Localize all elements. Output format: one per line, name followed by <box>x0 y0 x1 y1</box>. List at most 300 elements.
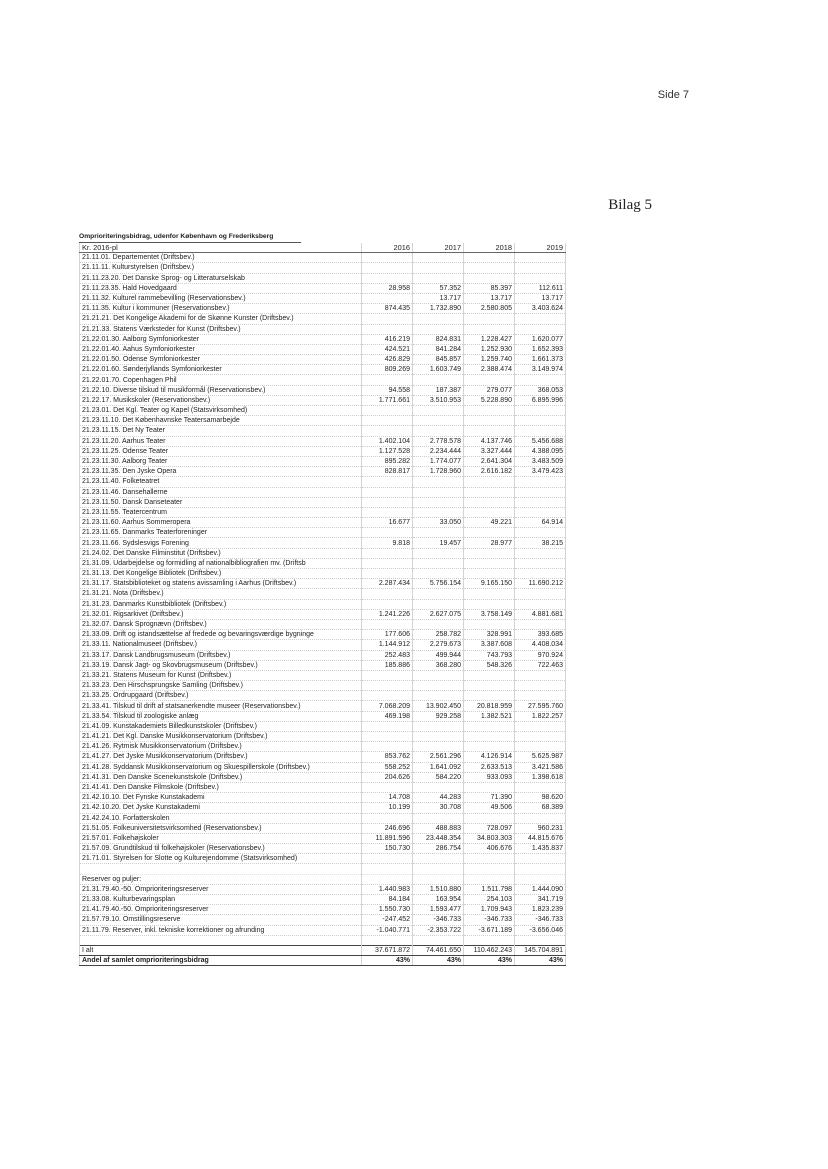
row-value: 16.677 <box>362 518 413 528</box>
row-value: 1.728.960 <box>413 467 464 477</box>
row-value <box>413 314 464 324</box>
empty-cell <box>515 864 566 874</box>
reserves-heading: Reserver og puljer: <box>80 874 362 884</box>
row-value <box>464 324 515 334</box>
row-value <box>464 670 515 680</box>
row-value: 13.717 <box>413 293 464 303</box>
row-value <box>464 782 515 792</box>
row-value: 809.269 <box>362 365 413 375</box>
row-value: 5.228.890 <box>464 395 515 405</box>
row-value <box>362 599 413 609</box>
reserve-row <box>80 905 566 915</box>
row-value: 2.287.434 <box>362 579 413 589</box>
row-value <box>362 375 413 385</box>
empty-cell <box>464 864 515 874</box>
row-value <box>515 670 566 680</box>
row-value <box>515 263 566 273</box>
row-value: 426.829 <box>362 355 413 365</box>
row-value <box>515 558 566 568</box>
row-value <box>515 375 566 385</box>
row-value <box>413 273 464 283</box>
row-value: 43% <box>413 956 464 966</box>
row-value: -247.452 <box>362 915 413 925</box>
row-value: 824.831 <box>413 334 464 344</box>
row-value: 37.671.872 <box>362 945 413 955</box>
table-row <box>80 426 566 436</box>
row-value <box>413 619 464 629</box>
row-value <box>413 742 464 752</box>
row-value: 1.709.943 <box>464 905 515 915</box>
row-value: 960.231 <box>515 823 566 833</box>
row-value <box>515 273 566 283</box>
row-value: 23.448.354 <box>413 833 464 843</box>
row-value <box>464 253 515 263</box>
empty-cell <box>464 935 515 945</box>
row-value <box>362 487 413 497</box>
row-value <box>362 691 413 701</box>
row-value <box>413 558 464 568</box>
row-value: 98.620 <box>515 793 566 803</box>
row-value <box>464 691 515 701</box>
row-value: 3.327.444 <box>464 446 515 456</box>
row-value: -1.040.771 <box>362 925 413 935</box>
table-row <box>80 599 566 609</box>
table-row <box>80 732 566 742</box>
row-value: 64.914 <box>515 518 566 528</box>
row-value: 11.690.212 <box>515 579 566 589</box>
row-value <box>464 477 515 487</box>
row-value <box>515 497 566 507</box>
row-label: 21.22.17. Musikskoler (Reservationsbev.) <box>80 395 362 405</box>
row-label: 21.41.31. Den Danske Scenekunstskole (Driftsbev.) <box>80 772 362 782</box>
row-label: 21.33.09. Drift og istandsættelse af fredede og bevaringsværdige bygninge <box>80 630 362 640</box>
row-value: 84.184 <box>362 895 413 905</box>
row-value: 469.198 <box>362 711 413 721</box>
row-value <box>362 548 413 558</box>
reserve-row <box>80 915 566 925</box>
row-value: 488.883 <box>413 823 464 833</box>
table-row <box>80 609 566 619</box>
row-value: 68.389 <box>515 803 566 813</box>
table-row <box>80 263 566 273</box>
row-label: 21.32.01. Rigsarkivet (Driftsbev.) <box>80 609 362 619</box>
row-value: 1.511.798 <box>464 884 515 894</box>
row-value: 929.258 <box>413 711 464 721</box>
row-value: 341.719 <box>515 895 566 905</box>
row-label: 21.33.19. Dansk Jagt- og Skovbrugsmuseum (Driftsbev.) <box>80 660 362 670</box>
table-row <box>80 375 566 385</box>
row-value: 1.823.239 <box>515 905 566 915</box>
row-value <box>413 487 464 497</box>
row-value: 558.252 <box>362 762 413 772</box>
row-value: 393.685 <box>515 630 566 640</box>
row-value: 13.717 <box>515 293 566 303</box>
row-value: 4.881.681 <box>515 609 566 619</box>
table-row <box>80 772 566 782</box>
row-value: 28.958 <box>362 283 413 293</box>
row-value <box>413 497 464 507</box>
table-row <box>80 446 566 456</box>
row-value <box>464 619 515 629</box>
row-label: 21.71.01. Styrelsen for Slotte og Kulturejendomme (Statsvirksomhed) <box>80 854 362 864</box>
row-value: 254.103 <box>464 895 515 905</box>
row-value <box>362 854 413 864</box>
table-row <box>80 701 566 711</box>
table-row <box>80 569 566 579</box>
row-value: 2.234.444 <box>413 446 464 456</box>
row-value: 30.708 <box>413 803 464 813</box>
row-value <box>362 507 413 517</box>
row-value <box>464 742 515 752</box>
row-value <box>515 742 566 752</box>
row-label: 21.23.11.40. Folketeatret <box>80 477 362 487</box>
table-row <box>80 844 566 854</box>
row-value: 1.144.912 <box>362 640 413 650</box>
row-label: 21.41.79.40.-50. Omprioriteringsreserver <box>80 905 362 915</box>
row-value: 4.126.914 <box>464 752 515 762</box>
row-label: 21.41.21. Det Kgl. Danske Musikkonservatorium (Driftsbev.) <box>80 732 362 742</box>
row-value: 1.259.740 <box>464 355 515 365</box>
row-label: 21.23.11.25. Odense Teater <box>80 446 362 456</box>
row-value: 1.641.092 <box>413 762 464 772</box>
row-value: -2.353.722 <box>413 925 464 935</box>
row-value: 874.435 <box>362 304 413 314</box>
table-row <box>80 273 566 283</box>
table-row <box>80 324 566 334</box>
row-label: 21.32.07. Dansk Sprognævn (Driftsbev.) <box>80 619 362 629</box>
row-label: 21.23.11.30. Aalborg Teater <box>80 456 362 466</box>
row-value <box>515 416 566 426</box>
row-value: 2.580.805 <box>464 304 515 314</box>
row-value <box>515 253 566 263</box>
row-value <box>515 681 566 691</box>
row-value: 853.762 <box>362 752 413 762</box>
row-value: -3.671.189 <box>464 925 515 935</box>
table-row <box>80 640 566 650</box>
row-value: 150.730 <box>362 844 413 854</box>
row-label: 21.57.09. Grundtilskud til folkehøjskoler (Reservationsbev.) <box>80 844 362 854</box>
table-row <box>80 823 566 833</box>
row-value <box>362 477 413 487</box>
annex-label: Bilag 5 <box>608 197 652 213</box>
row-value <box>362 263 413 273</box>
row-value: 44.815.676 <box>515 833 566 843</box>
row-value <box>413 416 464 426</box>
table-row <box>80 416 566 426</box>
row-value <box>413 263 464 273</box>
row-value: 584.220 <box>413 772 464 782</box>
row-value: 13.902.450 <box>413 701 464 711</box>
table-row <box>80 497 566 507</box>
row-value <box>362 497 413 507</box>
row-value: 145.704.891 <box>515 945 566 955</box>
row-value: 71.390 <box>464 793 515 803</box>
row-value: 1.241.226 <box>362 609 413 619</box>
row-label: 21.22.01.50. Odense Symfoniorkester <box>80 355 362 365</box>
table-row <box>80 670 566 680</box>
row-value: 43% <box>515 956 566 966</box>
row-value <box>515 732 566 742</box>
row-value <box>413 406 464 416</box>
budget-sheet <box>79 232 564 966</box>
table-row <box>80 385 566 395</box>
table-row <box>80 854 566 864</box>
empty-cell <box>413 864 464 874</box>
row-value <box>515 721 566 731</box>
row-value: 9.818 <box>362 538 413 548</box>
row-value <box>515 314 566 324</box>
row-value: 1.822.257 <box>515 711 566 721</box>
row-label: 21.33.41. Tilskud til drift af statsanerkendte museer (Reservationsbev.) <box>80 701 362 711</box>
year-header: 2018 <box>464 243 515 253</box>
row-value <box>413 426 464 436</box>
row-value <box>413 548 464 558</box>
row-value: 368.280 <box>413 660 464 670</box>
table-row <box>80 344 566 354</box>
reserve-row <box>80 895 566 905</box>
share-row <box>80 956 566 966</box>
spacer-row <box>80 864 566 874</box>
row-value <box>464 497 515 507</box>
table-row <box>80 619 566 629</box>
reserve-row <box>80 925 566 935</box>
row-value: 14.708 <box>362 793 413 803</box>
row-value <box>515 589 566 599</box>
row-value: 185.886 <box>362 660 413 670</box>
row-value <box>464 487 515 497</box>
row-value <box>464 263 515 273</box>
row-value <box>515 477 566 487</box>
row-value: 13.717 <box>464 293 515 303</box>
row-value <box>464 273 515 283</box>
row-label: 21.41.27. Det Jyske Musikkonservatorium (Driftsbev.) <box>80 752 362 762</box>
row-value <box>413 691 464 701</box>
row-value <box>413 721 464 731</box>
row-label: I alt <box>80 945 362 955</box>
row-value <box>515 569 566 579</box>
table-row <box>80 691 566 701</box>
row-label: 21.41.09. Kunstakademiets Billedkunstskoler (Driftsbev.) <box>80 721 362 731</box>
row-value: 3.483.509 <box>515 456 566 466</box>
table-row <box>80 589 566 599</box>
row-value <box>413 589 464 599</box>
row-value: 6.895.996 <box>515 395 566 405</box>
empty-cell <box>362 874 413 884</box>
row-value <box>413 732 464 742</box>
row-value: 841.284 <box>413 344 464 354</box>
row-label: 21.33.08. Kulturbevaringsplan <box>80 895 362 905</box>
row-value: 2.627.075 <box>413 609 464 619</box>
row-value: 1.382.521 <box>464 711 515 721</box>
row-value: 1.398.618 <box>515 772 566 782</box>
row-value: 406.676 <box>464 844 515 854</box>
row-label: 21.51.05. Folkeuniversitetsvirksomhed (Reservationsbev.) <box>80 823 362 833</box>
row-value: 2.633.513 <box>464 762 515 772</box>
row-label: 21.31.09. Udarbejdelse og formidling af nationalbibliografien mv. (Driftsb <box>80 558 362 568</box>
row-value <box>515 487 566 497</box>
row-label: 21.22.10. Diverse tilskud til musikformål (Reservationsbev.) <box>80 385 362 395</box>
row-value: 3.758.149 <box>464 609 515 619</box>
table-row <box>80 487 566 497</box>
row-value <box>464 548 515 558</box>
row-label: 21.57.79.10. Omstillingsreserve <box>80 915 362 925</box>
row-value <box>413 528 464 538</box>
table-row <box>80 681 566 691</box>
row-value: 1.732.890 <box>413 304 464 314</box>
row-label: 21.23.11.10. Det Københavnske Teatersamarbejde <box>80 416 362 426</box>
row-value: 1.402.104 <box>362 436 413 446</box>
row-value: 286.754 <box>413 844 464 854</box>
row-label: 21.31.79.40.-50. Omprioriteringsreserver <box>80 884 362 894</box>
row-value: 7.068.209 <box>362 701 413 711</box>
row-value: 722.463 <box>515 660 566 670</box>
row-value: 177.606 <box>362 630 413 640</box>
row-value: 1.252.930 <box>464 344 515 354</box>
row-value <box>515 813 566 823</box>
row-value <box>515 528 566 538</box>
row-value: 49.506 <box>464 803 515 813</box>
row-value <box>413 813 464 823</box>
row-value <box>413 599 464 609</box>
row-value <box>362 253 413 263</box>
row-value: 85.397 <box>464 283 515 293</box>
row-value <box>362 273 413 283</box>
row-value <box>362 619 413 629</box>
row-label: 21.23.11.50. Dansk Danseteater <box>80 497 362 507</box>
row-value <box>464 813 515 823</box>
row-label: 21.21.33. Statens Værksteder for Kunst (Driftsbev.) <box>80 324 362 334</box>
budget-table <box>79 243 566 966</box>
row-value <box>362 782 413 792</box>
row-value <box>515 324 566 334</box>
table-row <box>80 304 566 314</box>
table-row <box>80 365 566 375</box>
table-row <box>80 538 566 548</box>
row-value <box>413 670 464 680</box>
table-row <box>80 477 566 487</box>
row-value: 2.279.673 <box>413 640 464 650</box>
row-value: 49.221 <box>464 518 515 528</box>
row-value <box>362 528 413 538</box>
year-header: 2016 <box>362 243 413 253</box>
table-row <box>80 467 566 477</box>
row-value <box>464 599 515 609</box>
row-label: 21.42.10.20. Det Jyske Kunstakademi <box>80 803 362 813</box>
table-row <box>80 283 566 293</box>
row-value <box>362 426 413 436</box>
row-value <box>413 854 464 864</box>
row-value <box>515 426 566 436</box>
empty-cell <box>80 935 362 945</box>
row-value: 4.388.095 <box>515 446 566 456</box>
row-value: 1.603.749 <box>413 365 464 375</box>
table-row <box>80 314 566 324</box>
row-label: 21.33.11. Nationalmuseet (Driftsbev.) <box>80 640 362 650</box>
row-label: 21.21.21. Det Kongelige Akademi for de Skønne Kunster (Driftsbev.) <box>80 314 362 324</box>
table-row <box>80 253 566 263</box>
row-value <box>362 670 413 680</box>
empty-cell <box>515 874 566 884</box>
table-row <box>80 518 566 528</box>
row-value: 3.479.423 <box>515 467 566 477</box>
row-value: 845.857 <box>413 355 464 365</box>
row-value <box>362 742 413 752</box>
row-value: 2.388.474 <box>464 365 515 375</box>
row-value: 163.954 <box>413 895 464 905</box>
row-value: 20.818.959 <box>464 701 515 711</box>
table-row <box>80 630 566 640</box>
row-value: 57.352 <box>413 283 464 293</box>
row-value <box>362 732 413 742</box>
row-value: 11.891.596 <box>362 833 413 843</box>
empty-cell <box>80 864 362 874</box>
row-value: 252.483 <box>362 650 413 660</box>
row-label: 21.33.17. Dansk Landbrugsmuseum (Driftsbev.) <box>80 650 362 660</box>
row-value: 1.127.528 <box>362 446 413 456</box>
row-value: 3.387.608 <box>464 640 515 650</box>
row-value: 5.456.688 <box>515 436 566 446</box>
row-label: 21.23.11.66. Sydslesvigs Forening <box>80 538 362 548</box>
row-value: 112.611 <box>515 283 566 293</box>
row-value <box>413 507 464 517</box>
table-row <box>80 660 566 670</box>
reserve-row <box>80 884 566 894</box>
row-value: 38.215 <box>515 538 566 548</box>
row-value: 2.778.578 <box>413 436 464 446</box>
row-label: 21.23.01. Det Kgl. Teater og Kapel (Statsvirksomhed) <box>80 406 362 416</box>
row-value: -346.733 <box>464 915 515 925</box>
row-label: 21.23.11.20. Aarhus Teater <box>80 436 362 446</box>
row-label: Andel af samlet omprioriteringsbidrag <box>80 956 362 966</box>
row-label: 21.22.01.70. Copenhagen Phil <box>80 375 362 385</box>
row-value: -346.733 <box>413 915 464 925</box>
row-label: 21.41.41. Den Danske Filmskole (Driftsbev.) <box>80 782 362 792</box>
row-value: 4.137.746 <box>464 436 515 446</box>
table-row <box>80 507 566 517</box>
row-value: 33.050 <box>413 518 464 528</box>
spacer-row <box>80 935 566 945</box>
row-value <box>464 569 515 579</box>
row-value <box>413 253 464 263</box>
row-value: 27.595.760 <box>515 701 566 711</box>
row-value: 2.616.182 <box>464 467 515 477</box>
page-number: Side 7 <box>657 89 689 101</box>
reserves-heading-row <box>80 874 566 884</box>
row-value: 499.944 <box>413 650 464 660</box>
row-value <box>362 813 413 823</box>
row-label: 21.22.01.30. Aalborg Symfoniorkester <box>80 334 362 344</box>
row-value: 246.696 <box>362 823 413 833</box>
empty-cell <box>362 935 413 945</box>
row-value: 19.457 <box>413 538 464 548</box>
row-value <box>362 293 413 303</box>
row-value <box>515 406 566 416</box>
row-value <box>464 854 515 864</box>
row-value: 1.593.477 <box>413 905 464 915</box>
row-value <box>515 782 566 792</box>
row-value <box>362 558 413 568</box>
table-title: Omprioriteringsbidrag, udenfor København og Frederiksberg <box>79 232 301 243</box>
row-value <box>362 721 413 731</box>
total-row <box>80 945 566 955</box>
row-value <box>515 507 566 517</box>
row-value: 1.228.427 <box>464 334 515 344</box>
row-value: 3.403.624 <box>515 304 566 314</box>
row-value: 1.774.077 <box>413 456 464 466</box>
table-row <box>80 355 566 365</box>
row-value: 44.283 <box>413 793 464 803</box>
empty-cell <box>464 874 515 884</box>
